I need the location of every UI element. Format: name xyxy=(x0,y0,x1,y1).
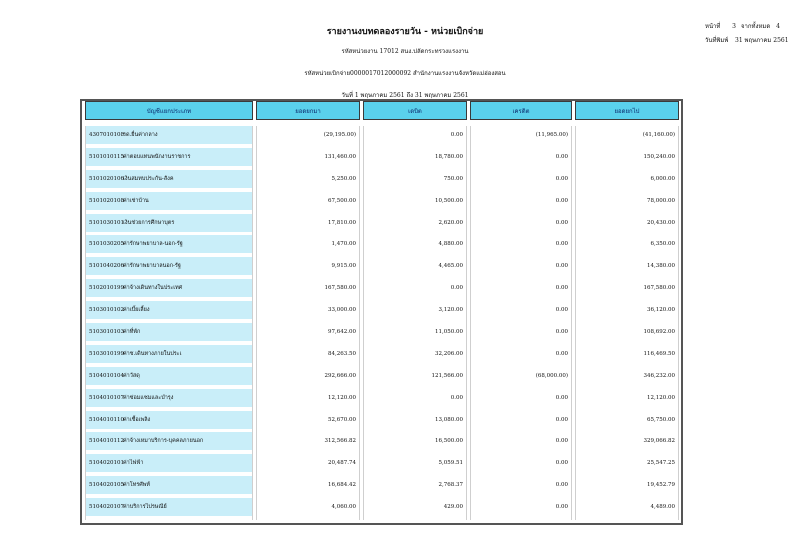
credit-cell: 0.00 xyxy=(470,148,572,166)
carried-forward-cell: 25,547.25 xyxy=(575,454,679,472)
carried-forward-cell: 329,066.82 xyxy=(575,432,679,450)
table-row xyxy=(85,389,679,407)
table-row xyxy=(85,432,679,450)
table-row xyxy=(85,170,679,188)
account-cell xyxy=(85,126,253,144)
debit-cell: 0.00 xyxy=(363,126,467,144)
account-name: ค่าที่พัก xyxy=(123,329,141,336)
account-cell xyxy=(85,432,253,450)
account-code: 5104010112 xyxy=(89,438,124,445)
credit-cell: 0.00 xyxy=(470,498,572,516)
brought-forward-cell: 131,460.00 xyxy=(256,148,360,166)
brought-forward-cell: 84,263.50 xyxy=(256,345,360,363)
disbursement-unit-line: รหัสหน่วยเบิกจ่าย0000017012000092 สำนักงานแรงงานจังหวัดแม่ฮ่องสอน xyxy=(304,70,506,77)
debit-cell: 11,050.00 xyxy=(363,323,467,341)
account-name: ค่าโทรศัพท์ xyxy=(123,482,151,489)
table-row xyxy=(85,476,679,494)
brought-forward-cell: 4,060.00 xyxy=(256,498,360,516)
carried-forward-cell: 65,750.00 xyxy=(575,411,679,429)
brought-forward-cell: 67,500.00 xyxy=(256,192,360,210)
carried-forward-cell: 4,489.00 xyxy=(575,498,679,516)
brought-forward-cell: 16,684.42 xyxy=(256,476,360,494)
account-name: เงินช่วยการศึกษาบุตร xyxy=(123,219,175,226)
debit-cell: 4,880.00 xyxy=(363,235,467,253)
page-number: 3 xyxy=(732,23,736,30)
carried-forward-cell: 78,000.00 xyxy=(575,192,679,210)
account-name: ค่าเบี้ยเลี้ยง xyxy=(123,307,150,314)
carried-forward-cell: 14,380.00 xyxy=(575,257,679,275)
row-spacer xyxy=(85,516,679,520)
account-name: ค่าจ้างเดินทางในประเทศ xyxy=(123,285,183,292)
print-date-label: วันที่พิมพ์ xyxy=(705,37,729,44)
column-header-carried-forward: ยอดยกไป xyxy=(575,101,679,120)
carried-forward-cell: 12,120.00 xyxy=(575,389,679,407)
account-code: 5104020105 xyxy=(89,482,124,489)
account-cell xyxy=(85,279,253,297)
debit-cell: 18,780.00 xyxy=(363,148,467,166)
debit-cell: 121,566.00 xyxy=(363,367,467,385)
table-row xyxy=(85,411,679,429)
debit-cell: 10,500.00 xyxy=(363,192,467,210)
column-header-account: บัญชีแยกประเภท xyxy=(85,101,253,120)
brought-forward-cell: 33,000.00 xyxy=(256,301,360,319)
account-name: ค่าซ่อมแซมและบำรุง xyxy=(123,394,174,401)
total-pages-label: จากทั้งหมด xyxy=(741,23,771,30)
brought-forward-cell: 1,470.00 xyxy=(256,235,360,253)
brought-forward-cell: 97,642.00 xyxy=(256,323,360,341)
account-code: 5104020107 xyxy=(89,504,124,511)
account-name: ค่ารักษาพยาบาลนอก-รัฐ xyxy=(123,263,181,270)
credit-cell: 0.00 xyxy=(470,214,572,232)
account-cell xyxy=(85,323,253,341)
credit-cell: (68,000.00) xyxy=(470,367,572,385)
account-cell xyxy=(85,367,253,385)
account-cell xyxy=(85,345,253,363)
table-row xyxy=(85,235,679,253)
column-header-brought-forward: ยอดยกมา xyxy=(256,101,360,120)
table-row xyxy=(85,192,679,210)
account-code: 5101030205 xyxy=(89,241,124,248)
account-name: ค่าจ้างเหมาบริการ-บุคคลภายนอก xyxy=(123,438,204,445)
debit-cell: 750.00 xyxy=(363,170,467,188)
report-header xyxy=(200,24,610,100)
account-cell xyxy=(85,148,253,166)
account-name: ค่าไฟฟ้า xyxy=(123,460,144,467)
credit-cell: 0.00 xyxy=(470,170,572,188)
debit-cell: 0.00 xyxy=(363,279,467,297)
carried-forward-cell: 150,240.00 xyxy=(575,148,679,166)
agency-line: รหัสหน่วยงาน 17012 สนง.ปลัดกระทรวงแรงงาน xyxy=(341,48,469,55)
carried-forward-cell: 19,452.79 xyxy=(575,476,679,494)
account-name: ค่าวัสดุ xyxy=(123,372,140,379)
account-name: รด.ยื่นค่ากลาง xyxy=(123,132,158,138)
brought-forward-cell: 12,120.00 xyxy=(256,389,360,407)
account-code: 5101020106 xyxy=(89,175,124,182)
credit-cell: 0.00 xyxy=(470,389,572,407)
account-cell xyxy=(85,235,253,253)
carried-forward-cell: 20,430.00 xyxy=(575,214,679,232)
credit-cell: 0.00 xyxy=(470,454,572,472)
carried-forward-cell: (41,160.00) xyxy=(575,126,679,144)
account-name: ค่าช.เดินทางภายในประเ xyxy=(123,350,182,357)
credit-cell: 0.00 xyxy=(470,301,572,319)
debit-cell: 13,080.00 xyxy=(363,411,467,429)
account-cell xyxy=(85,301,253,319)
brought-forward-cell: 292,666.00 xyxy=(256,367,360,385)
account-cell xyxy=(85,170,253,188)
debit-cell: 429.00 xyxy=(363,498,467,516)
account-name: ค่าเช่าบ้าน xyxy=(123,197,149,204)
brought-forward-cell: 9,915.00 xyxy=(256,257,360,275)
account-cell xyxy=(85,389,253,407)
account-cell xyxy=(85,192,253,210)
table-row xyxy=(85,148,679,166)
credit-cell: 0.00 xyxy=(470,235,572,253)
total-pages: 4 xyxy=(776,23,780,30)
column-header-credit: เครดิต xyxy=(470,101,572,120)
debit-cell: 3,120.00 xyxy=(363,301,467,319)
debit-cell: 5,059.51 xyxy=(363,454,467,472)
credit-cell: 0.00 xyxy=(470,476,572,494)
trial-balance-table xyxy=(80,99,683,525)
account-code: 5101040206 xyxy=(89,263,124,270)
account-code: 5104010107 xyxy=(89,394,124,401)
carried-forward-cell: 36,120.00 xyxy=(575,301,679,319)
account-code: 5101010115 xyxy=(89,153,124,160)
carried-forward-cell: 346,232.00 xyxy=(575,367,679,385)
date-range-line: วันที่ 1 พฤษภาคม 2561 ถึง 31 พฤษภาคม 2561 xyxy=(341,92,469,99)
column-header-debit: เดบิต xyxy=(363,101,467,120)
table-row xyxy=(85,367,679,385)
account-code: 5101030101 xyxy=(89,219,124,226)
carried-forward-cell: 167,580.00 xyxy=(575,279,679,297)
account-code: 5104010104 xyxy=(89,372,124,379)
table-row xyxy=(85,257,679,275)
brought-forward-cell: 167,580.00 xyxy=(256,279,360,297)
table-row xyxy=(85,345,679,363)
carried-forward-cell: 6,000.00 xyxy=(575,170,679,188)
account-cell xyxy=(85,411,253,429)
carried-forward-cell: 116,469.50 xyxy=(575,345,679,363)
carried-forward-cell: 6,350.00 xyxy=(575,235,679,253)
account-cell xyxy=(85,257,253,275)
account-cell xyxy=(85,454,253,472)
credit-cell: 0.00 xyxy=(470,323,572,341)
brought-forward-cell: 20,487.74 xyxy=(256,454,360,472)
credit-cell: 0.00 xyxy=(470,345,572,363)
account-code: 5102010199 xyxy=(89,285,124,292)
debit-cell: 2,768.37 xyxy=(363,476,467,494)
credit-cell: 0.00 xyxy=(470,192,572,210)
table-row xyxy=(85,214,679,232)
account-cell xyxy=(85,214,253,232)
table-row xyxy=(85,301,679,319)
table-row xyxy=(85,454,679,472)
credit-cell: 0.00 xyxy=(470,279,572,297)
debit-cell: 2,620.00 xyxy=(363,214,467,232)
debit-cell: 32,206.00 xyxy=(363,345,467,363)
account-code: 5103010102 xyxy=(89,307,124,314)
table-row xyxy=(85,498,679,516)
account-code: 5104010110 xyxy=(89,416,124,423)
table-header-row xyxy=(85,101,679,120)
table-row xyxy=(85,279,679,297)
debit-cell: 0.00 xyxy=(363,389,467,407)
carried-forward-cell: 108,692.00 xyxy=(575,323,679,341)
credit-cell: 0.00 xyxy=(470,411,572,429)
debit-cell: 16,500.00 xyxy=(363,432,467,450)
account-code: 4307010108 xyxy=(89,132,124,138)
account-code: 5103010199 xyxy=(89,350,124,357)
brought-forward-cell: 17,810.00 xyxy=(256,214,360,232)
brought-forward-cell: 5,250.00 xyxy=(256,170,360,188)
credit-cell: 0.00 xyxy=(470,257,572,275)
brought-forward-cell: 52,670.00 xyxy=(256,411,360,429)
brought-forward-cell: 312,566.82 xyxy=(256,432,360,450)
account-code: 5103010103 xyxy=(89,329,124,336)
account-cell xyxy=(85,476,253,494)
account-code: 5101020108 xyxy=(89,197,124,204)
print-date: 31 พฤษภาคม 2561 xyxy=(735,37,789,44)
debit-cell: 4,465.00 xyxy=(363,257,467,275)
table-row xyxy=(85,323,679,341)
brought-forward-cell: (29,195.00) xyxy=(256,126,360,144)
report-title: รายงานงบทดลองรายวัน - หน่วยเบิกจ่าย xyxy=(326,27,484,37)
credit-cell: (11,965.00) xyxy=(470,126,572,144)
account-name: เงินสมทบประกัน-สังค xyxy=(123,175,174,182)
table-row xyxy=(85,126,679,144)
account-name: ค่าตอบแทนพนักงานราชการ xyxy=(123,153,191,160)
account-name: ค่าบริการไปรษณีย์ xyxy=(123,504,167,511)
credit-cell: 0.00 xyxy=(470,432,572,450)
page-info xyxy=(705,20,795,48)
account-code: 5104020101 xyxy=(89,460,124,467)
account-name: ค่าเชื้อเพลิง xyxy=(123,416,151,423)
account-name: ค่ารักษาพยาบาล-นอก-รัฐ xyxy=(123,241,183,248)
account-cell xyxy=(85,498,253,516)
page-label: หน้าที่ xyxy=(705,23,721,30)
